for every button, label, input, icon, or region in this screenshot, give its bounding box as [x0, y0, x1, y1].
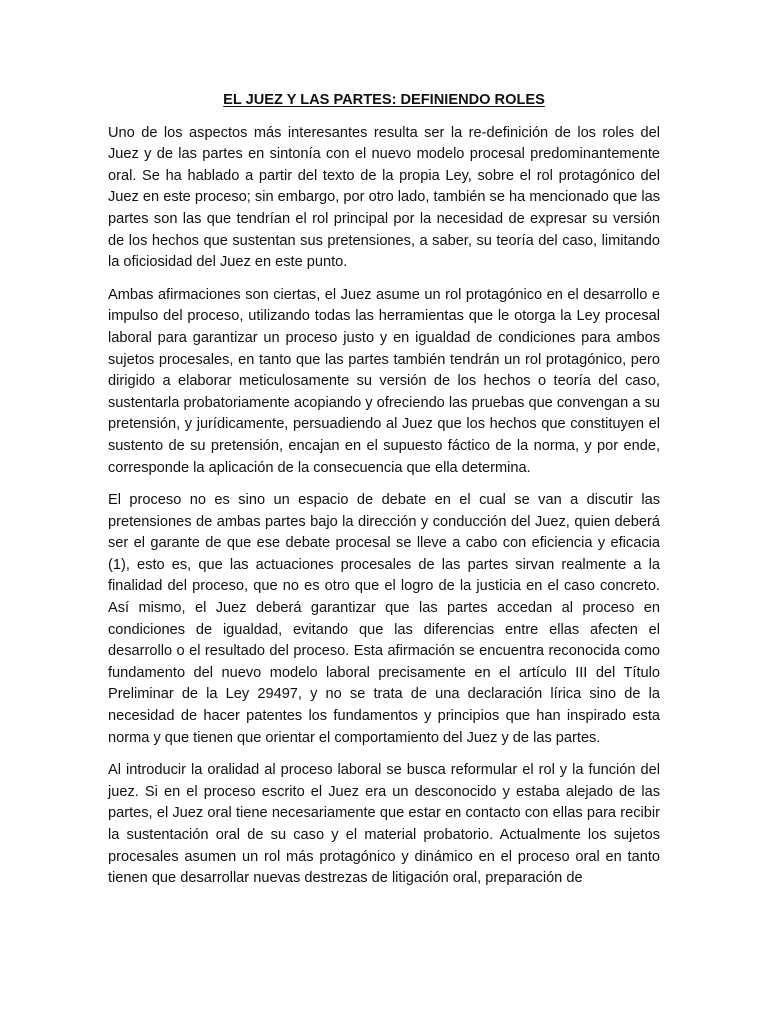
paragraph-1: Uno de los aspectos más interesantes resulta ser la re-definición de los roles del Juez y de las partes en sintonía con el nuevo modelo procesal predominantemente oral. Se ha hablado a partir del texto de la propia Ley, sobre el rol protagónico del Juez en este proceso; sin embargo, por otro lado, también se ha mencionado que las partes son las que tendrían el rol principal por la necesidad de expresar su versión de los hechos que sustentan sus pretensiones, a saber, su teoría del caso, limitando la oficiosidad del Juez en este punto.	[108, 124, 660, 271]
document-title: EL JUEZ Y LAS PARTES: DEFINIENDO ROLES	[223, 92, 545, 108]
paragraph-4: Al introducir la oralidad al proceso laboral se busca reformular el rol y la función del juez. Si en el proceso escrito el Juez era un desconocido y estaba alejado de las partes, el Juez oral tiene necesariamente que estar en contacto con ellas para recibir la sustentación oral de su caso y el material probatorio. Actualmente los sujetos procesales asumen un rol más protagónico y dinámico en el proceso oral en tanto tienen que desarrollar nuevas destrezas de litigación oral, preparación de	[108, 762, 660, 887]
document-page	[108, 90, 660, 890]
paragraph-3: El proceso no es sino un espacio de debate en el cual se van a discutir las pretensiones de ambas partes bajo la dirección y conducción del Juez, quien deberá ser el garante de que ese debate procesal se lleve a cabo con eficiencia y eficacia (1), esto es, que las actuaciones procesales de las partes sirvan realmente a la finalidad del proceso, que no es otro que el logro de la justicia en el caso concreto. Así mismo, el Juez deberá garantizar que las partes accedan al proceso en condiciones de igualdad, evitando que las diferencias entre ellas afecten el desarrollo o el resultado del proceso. Esta afirmación se encuentra reconocida como fundamento del nuevo modelo laboral precisamente en el artículo III del Título Preliminar de la Ley 29497, y no se trata de una declaración lírica sino de la necesidad de hacer patentes los fundamentos y principios que han inspirado esta norma y que tienen que orientar el comportamiento del Juez y de las partes.	[108, 492, 660, 746]
paragraph-2: Ambas afirmaciones son ciertas, el Juez asume un rol protagónico en el desarrollo e impulso del proceso, utilizando todas las herramientas que le otorga la Ley procesal laboral para garantizar un proceso justo y en igualdad de condiciones para ambos sujetos procesales, en tanto que las partes también tendrán un rol protagónico, pero dirigido a elaborar meticulosamente su versión de los hechos o teoría del caso, sustentarla probatoriamente acopiando y ofreciendo las pruebas que convengan a su pretensión, y jurídicamente, persuadiendo al Juez que los hechos que constituyen el sustento de su pretensión, encajan en el supuesto fáctico de la norma, y por ende, corresponde la aplicación de la consecuencia que ella determina.	[108, 286, 660, 476]
